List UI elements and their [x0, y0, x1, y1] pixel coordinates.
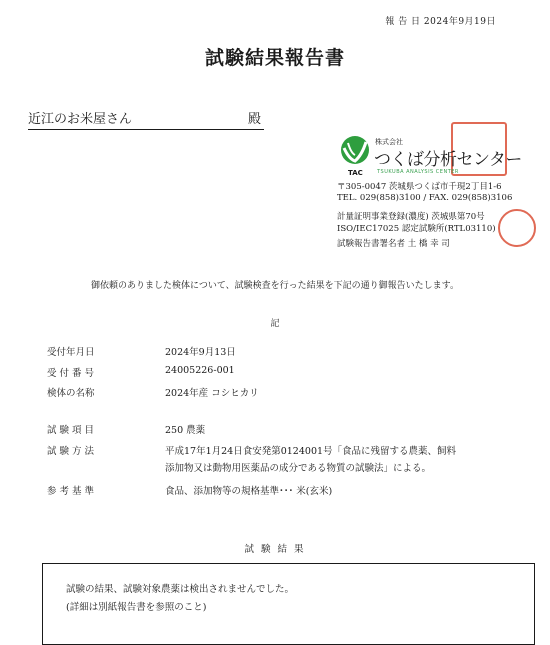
test-items-label: 試 験 項 目 — [47, 425, 95, 436]
intro-text: 御依頼のありました検体について、試験検査を行った結果を下記の通り御報告いたします。 — [91, 281, 459, 291]
result-section-title: 試 験 結 果 — [244, 544, 306, 555]
company-registration: 計量証明事業登録(濃度) 茨城県第70号 — [337, 212, 485, 222]
ki-marker: 記 — [270, 319, 280, 329]
recipient-name: 近江のお米屋さん — [28, 112, 133, 127]
test-method-line2: 添加物又は動物用医薬品の成分である物質の試験法」による。 — [165, 463, 432, 474]
reference-value: 食品、添加物等の規格基準･･･ 米(玄米) — [165, 486, 333, 497]
received-no-label: 受 付 番 号 — [47, 368, 95, 379]
reference-label: 参 考 基 準 — [47, 486, 95, 497]
received-no-value: 24005226-001 — [165, 365, 235, 376]
sample-name-value: 2024年産 コシヒカリ — [165, 388, 259, 399]
company-roman: TSUKUBA ANALYSIS CENTER — [377, 169, 459, 175]
company-address: 〒305-0047 茨城県つくば市千現2丁目1-6 — [337, 182, 502, 192]
test-items-value: 250 農薬 — [165, 425, 206, 436]
page-title: 試験結果報告書 — [204, 47, 345, 69]
recipient-honorific: 殿 — [247, 112, 261, 127]
report-signatory: 試験報告書署名者 土 橋 幸 司 — [337, 239, 450, 249]
company-prefix: 株式会社 — [375, 138, 403, 146]
received-date-label: 受付年月日 — [47, 347, 95, 358]
company-phone: TEL. 029(858)3100 / FAX. 029(858)3106 — [337, 193, 513, 203]
report-date: 報 告 日 2024年9月19日 — [385, 17, 496, 27]
logo-text: TAC — [348, 169, 363, 177]
received-date-value: 2024年9月13日 — [165, 347, 236, 358]
result-line-2: (詳細は別紙報告書を参照のこと) — [66, 602, 207, 613]
test-method-label: 試 験 方 法 — [47, 446, 95, 457]
company-iso: ISO/IEC17025 認定試験所(RTL03110) — [337, 224, 496, 234]
signatory-seal — [498, 209, 536, 247]
sample-name-label: 検体の名称 — [47, 388, 95, 399]
company-name: つくば分析センター — [374, 150, 522, 170]
test-method-line1: 平成17年1月24日食安発第0124001号「食品に残留する農薬、飼料 — [165, 446, 457, 457]
recipient-line — [28, 108, 264, 130]
result-line-1: 試験の結果、試験対象農薬は検出されませんでした。 — [66, 584, 295, 595]
